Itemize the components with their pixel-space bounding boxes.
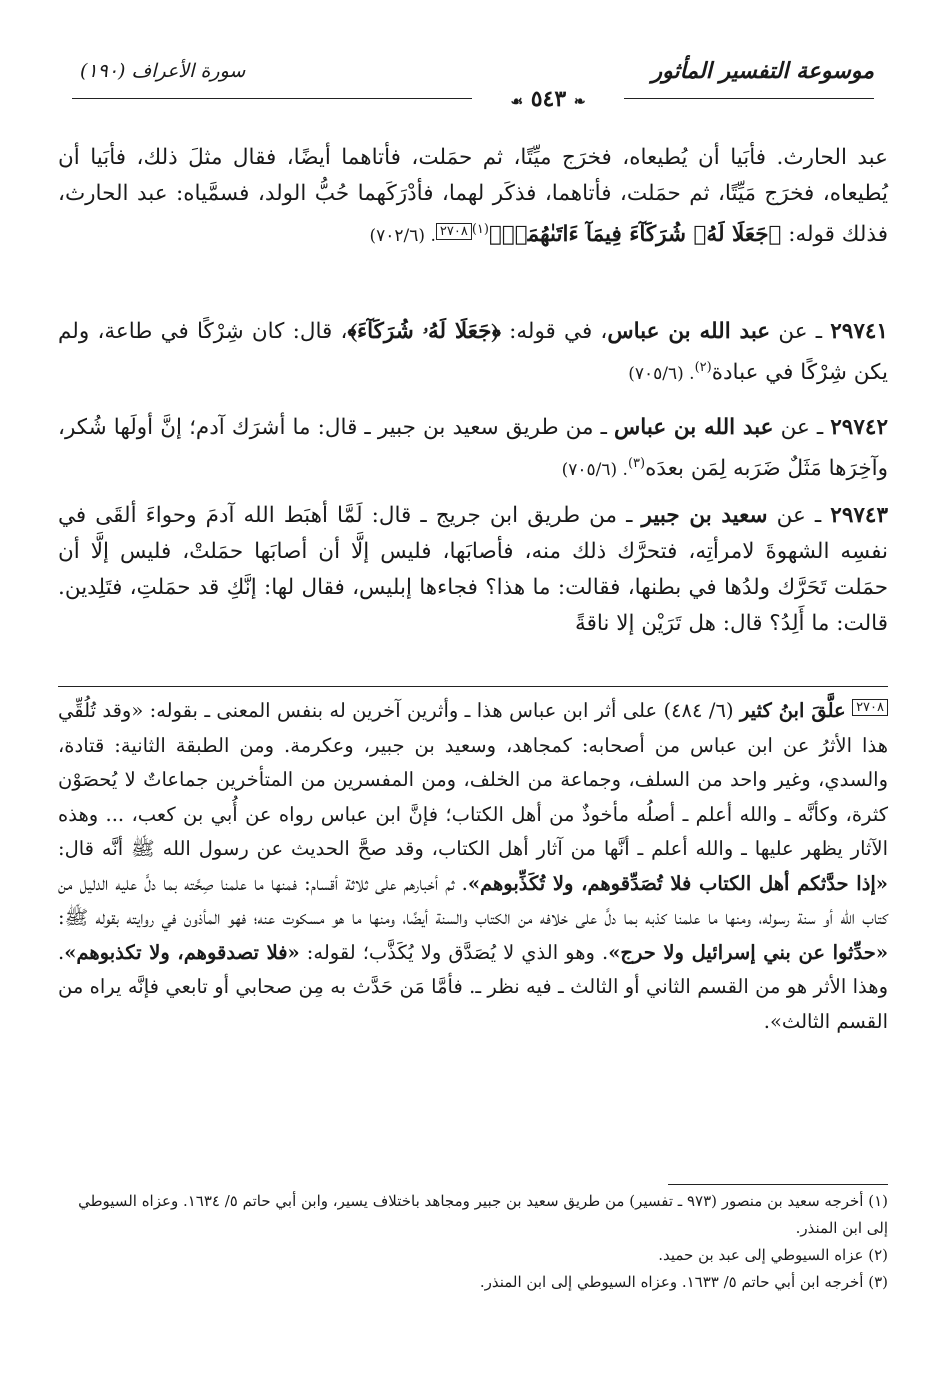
narrator-name: عبد الله بن عباس	[607, 319, 771, 344]
entry-text: ـ من طريق سعيد بن جبير ـ قال: ما أشرَك آدم؛ إنَّ أولَها شُكر، وآخِرَها مَثَلٌ ضَرَبه لِمَن بعدَه	[58, 415, 888, 481]
volume-ref: . (٧٠٥/٦)	[628, 364, 695, 384]
footnote-divider	[668, 1184, 888, 1185]
quran-verse: ﴿جَعَلَا لَهُۥ شُرَكَآءَ فِيمَآ ءَاتَىٰهُمَاۚ﴾	[488, 222, 782, 247]
hadith-quote: «إذا حدَّثكم أهل الكتاب فلا تُصَدِّقوهم، ولا تُكَذِّبوهم»	[467, 871, 888, 895]
ornament-icon: ❧	[573, 94, 586, 110]
commentary-text: . ثم أخبارهم على ثلاثة أقسام: فمنها ما علمنا صِحَّته بما دلَّ عليه الدليل من كتاب الله أو سنة رسوله، ومنها ما علمنا كذبه بما دلَّ على خلافه من الكتاب والسنة أيضًا، ومنها ما هو مسكوت عنه؛ فهو المأذون في روايته بقوله ﷺ:	[58, 871, 888, 929]
commentary-lead: علَّقَ ابنُ كثير	[739, 699, 846, 722]
hadith-quote: «حدِّثوا عن بني إسرائيل ولا حرج»	[608, 940, 889, 964]
entry-number: ٢٩٧٤٢	[830, 415, 888, 440]
page-header	[72, 52, 874, 112]
ornament-icon: ☙	[510, 94, 524, 110]
continued-narration	[58, 140, 888, 254]
volume-ref: . (٧٠٥/٦)	[561, 460, 628, 480]
entry-number: ٢٩٧٤١	[830, 319, 888, 344]
commentary-block	[58, 694, 888, 1039]
narration-text: عبد الحارث. فأبَيا أن يُطيعاه، فخرَج ميِّتًا، ثم حمَلت، فأتاهما أيضًا، فقال مثلَ ذلك، فأبَيا أن يُطيعاه، فخرَج مَيِّتًا، ثم حمَلت، فأتاهما، فذكَر لهما، فأدْرَكَهما حُبُّ الولد، فسمَّياه: عبد الحارث، فذلك قوله:	[58, 145, 888, 247]
commentary-ref-box: ٢٧٠٨	[436, 223, 472, 240]
narrator-name: سعيد بن جبير	[641, 503, 768, 528]
entry-text: ، قال: كان شِرْكًا في طاعة، ولم يكن شِرْكًا في عبادة	[58, 319, 888, 385]
footnote-item: (٣) أخرجه ابن أبي حاتم ٥/ ١٦٣٣. وعزاه السيوطي إلى ابن المنذر.	[479, 1273, 888, 1291]
entry-text: ـ من طريق ابن جريج ـ قال: لَمَّا أهبَط الله آدمَ وحواءَ ألقَى في نفسِه الشهوةَ لامرأتِه، فتحرَّك ذلك منه، فأصابَها، فليس إلَّا أن أصابَها حمَلتْ، فليس إلَّا أن حمَلت تَحَرَّك ولدُها في بطنها، فقالت: ما هذا؟ فجاءها إبليس، فقال لها: إنَّكِ قد حمَلتِ، فتَلِدين. قالت: ما أَلِدُ؟ قال: هل تَرَيْن إلا ناقةً	[58, 503, 888, 636]
sura-label: سورة الأعراف (١٩٠)	[80, 60, 246, 82]
commentary-text: على أثر ابن عباس هذا ـ وأثرين آخرين له بنفس المعنى ـ بقوله: «وقد تُلُقِّي هذا الأثرُ عن ابن عباس من أصحابه: كمجاهد، وسعيد بن جبير، وعكرمة. ومن الطبقة الثانية: قتادة، والسدي، وغير واحد من السلف، وجماعة من الخلف، ومن المفسرين من المتأخرين جماعاتٌ لا يُحصَوْن كثرة، وكأنَّه ـ والله أعلم ـ أصلُه مأخوذٌ من أهل الكتاب؛ فإنَّ ابن عباس رواه عن أُبي بن كعب، ... وهذه الآثار يظهر عليها ـ والله أعلم ـ أنَّها من آثار أهل الكتاب، وقد صحَّ الحديث عن رسول الله ﷺ أنَّه قال:	[58, 699, 888, 860]
narration-entry	[58, 314, 888, 392]
footnote-item: (١) أخرجه سعيد بن منصور (٩٧٣ ـ تفسير) من طريق سعيد بن جبير ومجاهد باختلاف يسير، وابن أبي حاتم ٥/ ١٦٣٤. وعزاه السيوطي إلى ابن المنذر.	[78, 1192, 888, 1237]
footnote-item: (٢) عزاه السيوطي إلى عبد بن حميد.	[658, 1246, 888, 1264]
footnote-marker: (١)	[471, 222, 489, 237]
footnote-marker: (٣)	[627, 456, 646, 471]
entry-text: ، في قوله:	[500, 319, 608, 344]
footnotes	[58, 1188, 888, 1296]
footnote-marker: (٢)	[694, 360, 712, 375]
narration-entry	[58, 410, 888, 488]
entry-connector: ـ عن	[767, 503, 831, 528]
commentary-text: . وهو الذي لا يُصَدَّق ولا يُكَذَّب؛ لقوله:	[299, 940, 609, 964]
quran-verse: ﴿جَعَلَا لَهُۥ شُرَكَآءَ﴾	[347, 319, 501, 344]
page-number-text: ٥٤٣	[530, 86, 567, 112]
entry-connector: ـ عن	[770, 319, 831, 344]
commentary-number-box: ٢٧٠٨	[852, 699, 888, 716]
commentary-divider	[58, 686, 888, 687]
entry-connector: ـ عن	[773, 415, 831, 440]
book-title: موسوعة التفسير المأثور	[651, 58, 874, 84]
entry-number: ٢٩٧٤٣	[830, 503, 889, 528]
page-number	[472, 86, 624, 112]
volume-ref: . (٧٠٢/٦)	[369, 226, 436, 246]
commentary-text: . وهذا الأثر هو من القسم الثاني أو الثالث ـ فيه نظر ـ. فأمَّا مَن حَدَّث به مِن صحابي أو تابعي فإنَّه يراه من القسم الثالث».	[58, 940, 888, 1033]
hadith-quote: «فلا تصدقوهم، ولا تكذبوهم»	[64, 940, 300, 964]
narration-entry	[58, 498, 888, 642]
narrator-name: عبد الله بن عباس	[614, 415, 774, 440]
commentary-lead-ref: (٦/ ٤٨٤)	[657, 699, 740, 722]
